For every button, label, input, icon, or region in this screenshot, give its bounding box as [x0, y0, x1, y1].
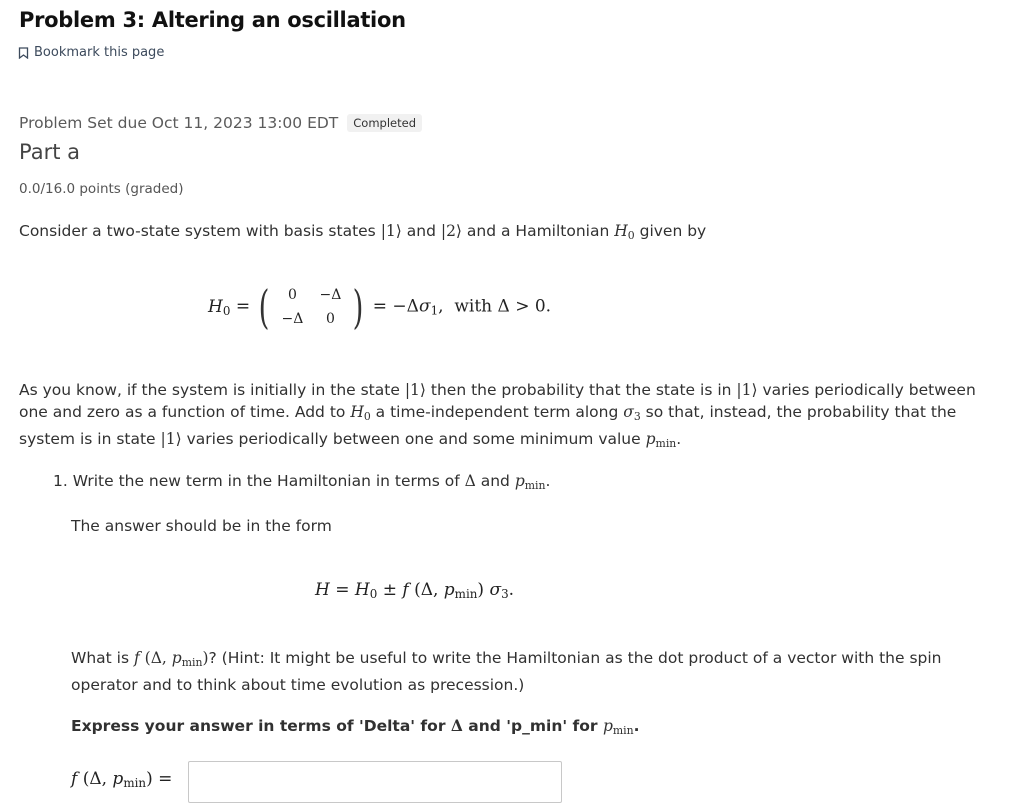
- bookmark-button[interactable]: [18, 45, 164, 60]
- answer-label: f (Δ, $p_{min}$) =: [71, 769, 173, 790]
- part-title: Part a: [19, 140, 81, 164]
- problem-title: Problem 3: Altering an oscillation: [19, 8, 406, 32]
- question-paragraph: What is f (Δ, $p_{min}$)? (Hint: It might be useful to write the Hamiltonian as the dot product of a vector with the spin operator and to think about time evolution as precession.): [71, 649, 942, 694]
- hamiltonian-equation: $H_0$ = ( 0 −Δ −Δ 0 ) = $-\Delta\sigma_1$, with Δ > 0.: [208, 280, 552, 334]
- list-item: 1. Write the new term in the Hamiltonian in terms of Δ and $p_{min}$.: [53, 472, 551, 492]
- status-badge: Completed: [347, 114, 422, 132]
- bookmark-icon: [18, 47, 29, 59]
- intro-paragraph: Consider a two-state system with basis states |1⟩ and |2⟩ and a Hamiltonian $H_0$ given by: [19, 222, 707, 242]
- points-label: 0.0/16.0 points (graded): [19, 181, 184, 197]
- answer-input[interactable]: [188, 761, 562, 803]
- due-date: [19, 114, 422, 132]
- bookmark-label: Bookmark this page: [34, 45, 165, 60]
- express-instruction: Express your answer in terms of 'Delta' for Δ and 'p_min' for $p_{min}$.: [71, 716, 640, 737]
- explanation-paragraph: As you know, if the system is initially in the state |1⟩ then the probability that the state is in |1⟩ varies periodically between one and zero as a function of time. Add to $H_0$ a time-independent term along $\sigma_3$ so that, instead, the probability that the system is in state |1⟩ varies periodically between one and some minimum value $p_{min}$.: [19, 381, 976, 450]
- form-instruction: The answer should be in the form: [71, 517, 332, 535]
- hamiltonian-matrix: ( 0 −Δ −Δ 0 ): [259, 280, 364, 334]
- answer-form-equation: $H = H_0 \pm f$ (Δ, $p_{min}$) $\sigma_3$.: [315, 580, 515, 601]
- due-text: Problem Set due Oct 11, 2023 13:00 EDT: [19, 114, 339, 132]
